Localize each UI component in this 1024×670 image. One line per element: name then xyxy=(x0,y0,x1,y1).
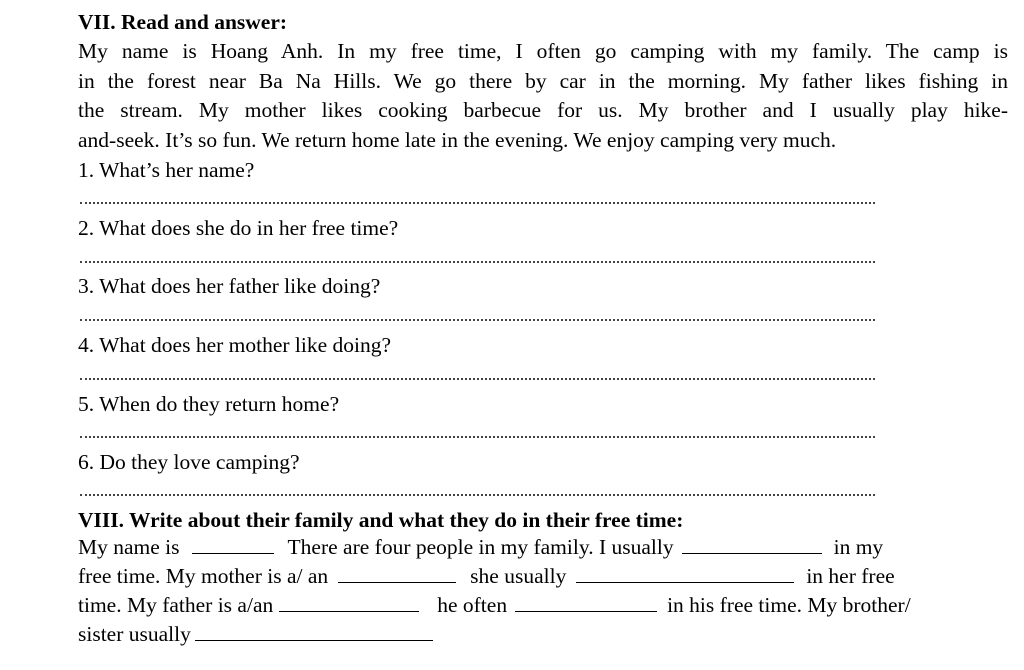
reading-passage xyxy=(78,37,1008,155)
question-4: 4. What does her mother like doing? xyxy=(78,333,392,357)
fill-row-1 xyxy=(78,533,1008,563)
fill-row-3 xyxy=(78,591,1008,621)
fill-text: time. My father is a/an xyxy=(78,593,274,617)
question-6: 6. Do they love camping? xyxy=(78,450,300,474)
fill-text: There are four people in my family. I usually xyxy=(287,535,674,559)
answer-line-4[interactable] xyxy=(80,378,875,380)
fill-blank[interactable] xyxy=(576,581,794,583)
answer-line-3[interactable] xyxy=(80,319,875,321)
passage-line: the stream. My mother likes cooking barbecue for us. My brother and I usually play hike- xyxy=(78,98,1008,122)
fill-blank[interactable] xyxy=(338,581,456,583)
fill-text: in her free xyxy=(806,564,895,588)
fill-blank[interactable] xyxy=(682,552,822,554)
fill-text: My name is xyxy=(78,535,180,559)
passage-line: My name is Hoang Anh. In my free time, I often go camping with my family. The camp is xyxy=(78,39,1008,63)
question-5: 5. When do they return home? xyxy=(78,392,340,416)
fill-text: in my xyxy=(833,535,884,559)
fill-blank[interactable] xyxy=(195,639,433,641)
fill-row-2 xyxy=(78,562,1008,592)
answer-line-2[interactable] xyxy=(80,261,875,263)
question-1: 1. What’s her name? xyxy=(78,158,255,182)
question-2: 2. What does she do in her free time? xyxy=(78,216,399,240)
answer-line-6[interactable] xyxy=(80,494,875,496)
fill-text: sister usually xyxy=(78,622,191,646)
fill-blank[interactable] xyxy=(279,610,419,612)
answer-line-1[interactable] xyxy=(80,202,875,204)
fill-row-4 xyxy=(78,620,1008,650)
answer-line-5[interactable] xyxy=(80,436,875,438)
fill-text: in his free time. My brother/ xyxy=(667,593,911,617)
passage-line: in the forest near Ba Na Hills. We go there by car in the morning. My father likes fishing in xyxy=(78,68,1008,93)
passage-line: and-seek. It’s so fun. We return home late in the evening. We enjoy camping very much. xyxy=(78,127,837,152)
section-8-heading: VIII. Write about their family and what they do in their free time: xyxy=(78,508,684,532)
fill-text: he often xyxy=(437,593,508,617)
section-7-heading: VII. Read and answer: xyxy=(78,10,288,34)
question-3: 3. What does her father like doing? xyxy=(78,274,381,298)
fill-text: free time. My mother is a/ an xyxy=(78,564,329,588)
fill-blank[interactable] xyxy=(192,552,274,554)
fill-text: she usually xyxy=(470,564,567,588)
fill-blank[interactable] xyxy=(515,610,657,612)
